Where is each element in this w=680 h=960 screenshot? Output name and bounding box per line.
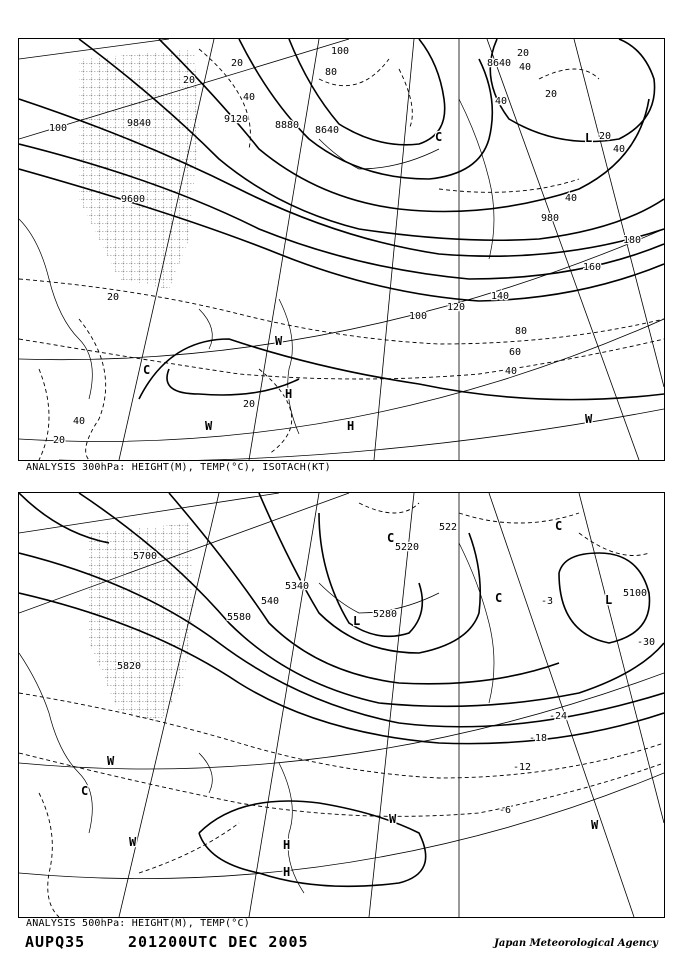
pressure-center-label: W xyxy=(591,818,599,832)
pressure-center-label: C xyxy=(495,591,503,605)
contour-label: 20 xyxy=(183,75,196,86)
contour-label: 20 xyxy=(107,292,120,303)
contour-label: 5580 xyxy=(227,612,252,623)
contour-label: 8640 xyxy=(315,125,340,136)
contour-label: 60 xyxy=(509,347,522,358)
agency-name: Japan Meteorological Agency xyxy=(494,938,658,949)
contour-label: 100 xyxy=(331,46,350,57)
contour-label: 40 xyxy=(495,96,508,107)
contour-label: 20 xyxy=(517,48,530,59)
pressure-center-label: H xyxy=(347,419,355,433)
chart-identifier: AUPQ35 xyxy=(25,933,86,951)
contour-label: 100 xyxy=(409,311,428,322)
map-panel-300hpa xyxy=(18,38,665,461)
contour-label: 180 xyxy=(623,235,642,246)
contour-label: 20 xyxy=(243,399,256,410)
contour-label: 5280 xyxy=(373,609,398,620)
contour-label: 40 xyxy=(519,62,532,73)
map-300hpa-svg xyxy=(19,39,664,460)
contour-label: 20 xyxy=(53,435,66,446)
contour-label: -30 xyxy=(637,637,656,648)
pressure-center-label: W xyxy=(205,419,213,433)
pressure-center-label: H xyxy=(283,838,291,852)
contour-label: 100 xyxy=(49,123,68,134)
pressure-center-label: L xyxy=(585,131,593,145)
contour-label: 5820 xyxy=(117,661,142,672)
caption-300hpa: ANALYSIS 300hPa: HEIGHT(M), TEMP(°C), ISOTACH(KT) xyxy=(26,462,331,473)
contour-label: 20 xyxy=(231,58,244,69)
pressure-center-label: W xyxy=(585,412,593,426)
pressure-center-label: C xyxy=(387,531,395,545)
contour-label: -6 xyxy=(499,805,512,816)
contour-label: 140 xyxy=(491,291,510,302)
map-500hpa-svg xyxy=(19,493,664,917)
contour-label: 522 xyxy=(439,522,458,533)
pressure-center-label: C xyxy=(81,784,89,798)
pressure-center-label: W xyxy=(129,835,137,849)
contour-label: 80 xyxy=(515,326,528,337)
contour-label: 40 xyxy=(613,144,626,155)
pressure-center-label: H xyxy=(283,865,291,879)
pressure-center-label: L xyxy=(353,614,361,628)
contour-label: 40 xyxy=(73,416,86,427)
pressure-center-label: W xyxy=(389,812,397,826)
map-panel-500hpa xyxy=(18,492,665,918)
hatched-region xyxy=(79,49,199,289)
contour-label: 20 xyxy=(545,89,558,100)
pressure-center-label: C xyxy=(435,130,443,144)
contour-label: 120 xyxy=(447,302,466,313)
pressure-center-label: C xyxy=(555,519,563,533)
pressure-center-label: H xyxy=(285,387,293,401)
pressure-center-label: L xyxy=(605,593,613,607)
pressure-center-label: W xyxy=(107,754,115,768)
contour-label: 160 xyxy=(583,262,602,273)
contour-label: 980 xyxy=(541,213,560,224)
contour-label: 9840 xyxy=(127,118,152,129)
contour-label: -3 xyxy=(541,596,554,607)
pressure-center-label: W xyxy=(275,334,283,348)
contour-label: 40 xyxy=(505,366,518,377)
contour-label: 8640 xyxy=(487,58,512,69)
contour-label: 5700 xyxy=(133,551,158,562)
contour-label: 20 xyxy=(599,131,612,142)
contour-label: 5100 xyxy=(623,588,648,599)
contour-label: -12 xyxy=(513,762,532,773)
contour-label: 5220 xyxy=(395,542,420,553)
contour-label: 9600 xyxy=(121,194,146,205)
contour-label: 40 xyxy=(565,193,578,204)
contour-label: 80 xyxy=(325,67,338,78)
contour-label: 5340 xyxy=(285,581,310,592)
contour-label: 40 xyxy=(243,92,256,103)
valid-time: 201200UTC DEC 2005 xyxy=(128,933,309,951)
caption-500hpa: ANALYSIS 500hPa: HEIGHT(M), TEMP(°C) xyxy=(26,918,250,929)
contour-label: -24 xyxy=(549,711,568,722)
pressure-center-label: C xyxy=(143,363,151,377)
contour-label: -18 xyxy=(529,733,548,744)
contour-label: 9120 xyxy=(224,114,249,125)
contour-label: 8880 xyxy=(275,120,300,131)
contour-label: 540 xyxy=(261,596,280,607)
